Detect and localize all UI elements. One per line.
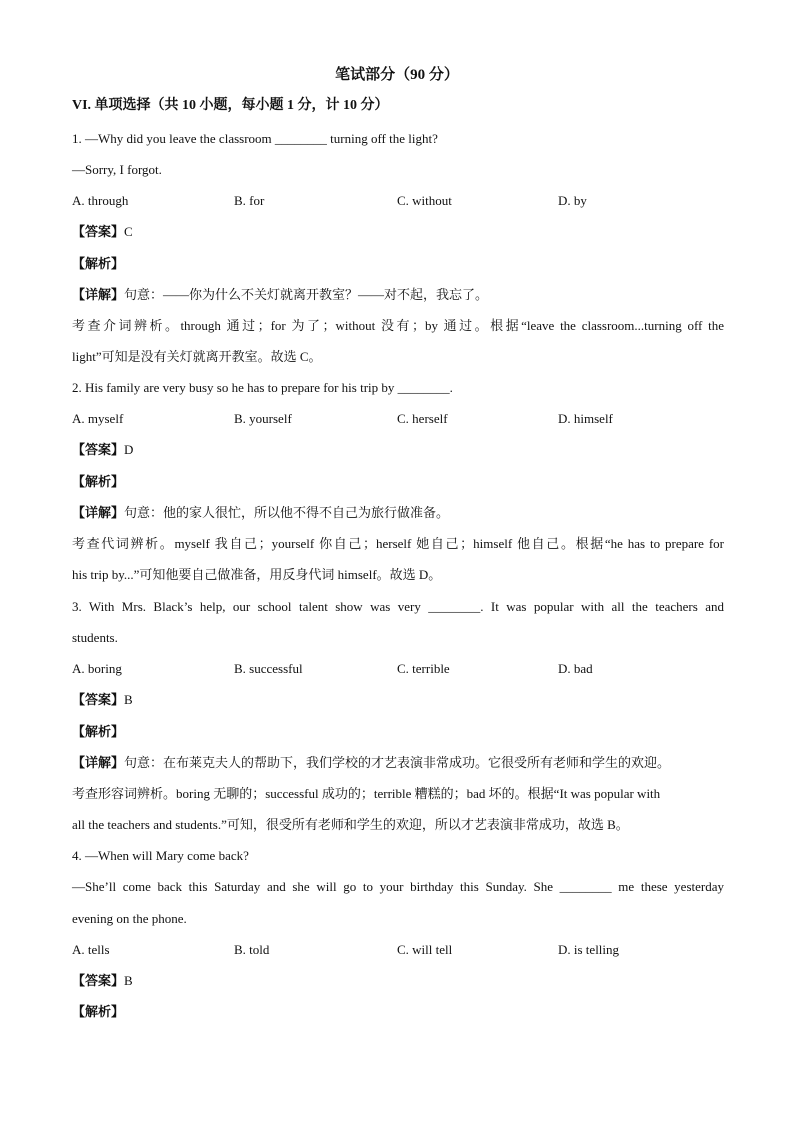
page-title: 笔试部分（90 分）	[335, 67, 459, 83]
question-4-stem-line-1: 4. —When will Mary come back?	[72, 848, 249, 863]
question-1-stem-line-1: 1. —Why did you leave the classroom ________ turning off the light?	[72, 131, 438, 146]
option-c: C. will tell	[397, 942, 453, 957]
option-d: D. himself	[558, 411, 613, 426]
option-c: C. terrible	[397, 661, 450, 676]
question-3-answer	[72, 691, 724, 709]
option-a: A. boring	[72, 661, 122, 676]
detail-tag: 【详解】	[72, 755, 125, 770]
question-3-options	[72, 660, 724, 678]
option-b: B. told	[234, 942, 270, 957]
question-1-options	[72, 192, 724, 210]
detail-tag: 【详解】	[72, 505, 125, 520]
option-b: B. for	[234, 193, 265, 208]
option-a: A. tells	[72, 942, 110, 957]
question-3-detail-line-3: all the teachers and students.”可知，很受所有老师和学生的欢迎，所以才艺表演非常成功，故选 B。	[72, 817, 629, 832]
answer-tag: 【答案】	[72, 692, 125, 707]
option-d: D. bad	[558, 661, 593, 676]
detail-text: 句意：——你为什么不关灯就离开教室？——对不起，我忘了。	[124, 287, 489, 302]
question-2-answer	[72, 441, 724, 459]
question-4-options	[72, 941, 724, 959]
question-2-analysis-tag: 【解析】	[72, 474, 125, 489]
option-a: A. myself	[72, 411, 124, 426]
answer-tag: 【答案】	[72, 973, 125, 988]
answer-value: B	[124, 692, 133, 707]
question-1-detail-line-2: 考查介词辨析。through 通过；for 为了；without 没有；by 通过。根据“leave the classroom...turning off the	[72, 318, 724, 333]
detail-text: 句意：在布莱克夫人的帮助下，我们学校的才艺表演非常成功。它很受所有老师和学生的欢迎。	[124, 755, 671, 770]
option-d: D. by	[558, 193, 587, 208]
detail-text: 句意：他的家人很忙，所以他不得不自己为旅行做准备。	[124, 505, 450, 520]
question-3-detail-line-1	[72, 754, 724, 772]
question-4-analysis-tag: 【解析】	[72, 1004, 125, 1019]
option-b: B. successful	[234, 661, 303, 676]
question-1-stem-line-2: —Sorry, I forgot.	[72, 162, 162, 177]
question-2-detail-line-2: 考查代词辨析。myself 我自己；yourself 你自己；herself 她自己；himself 他自己。根据“he has to prepare for	[72, 536, 724, 551]
option-c: C. herself	[397, 411, 448, 426]
answer-tag: 【答案】	[72, 224, 125, 239]
answer-value: C	[124, 224, 133, 239]
answer-tag: 【答案】	[72, 442, 125, 457]
question-4-answer	[72, 972, 724, 990]
question-1-detail-line-1	[72, 286, 724, 304]
question-1-detail-line-3: light”可知是没有关灯就离开教室。故选 C。	[72, 349, 322, 364]
question-3-stem-line-2: students.	[72, 630, 118, 645]
question-2-detail-line-3: his trip by...”可知他要自己做准备，用反身代词 himself。故选 D。	[72, 567, 442, 582]
question-4-stem-line-3: evening on the phone.	[72, 911, 187, 926]
question-1-answer	[72, 223, 724, 241]
question-3-analysis-tag: 【解析】	[72, 724, 125, 739]
answer-value: D	[124, 442, 134, 457]
option-d: D. is telling	[558, 942, 620, 957]
question-3-stem-line-1: 3. With Mrs. Black’s help, our school talent show was very ________. It was popular with all the teachers and	[72, 599, 724, 614]
question-2-options	[72, 410, 724, 428]
option-b: B. yourself	[234, 411, 292, 426]
question-4-stem-line-2: —She’ll come back this Saturday and she will go to your birthday this Sunday. She ________ me these yesterday	[72, 879, 724, 894]
section-heading: VI. 单项选择（共 10 小题，每小题 1 分，计 10 分）	[72, 98, 389, 113]
question-3-detail-line-2: 考查形容词辨析。boring 无聊的；successful 成功的；terrible 糟糕的；bad 坏的。根据“It was popular with	[72, 786, 661, 801]
question-2-detail-line-1	[72, 504, 724, 522]
option-c: C. without	[397, 193, 452, 208]
question-2-stem-line-1: 2. His family are very busy so he has to prepare for his trip by ________.	[72, 380, 453, 395]
answer-value: B	[124, 973, 133, 988]
question-1-analysis-tag: 【解析】	[72, 256, 125, 271]
detail-tag: 【详解】	[72, 287, 125, 302]
option-a: A. through	[72, 193, 129, 208]
